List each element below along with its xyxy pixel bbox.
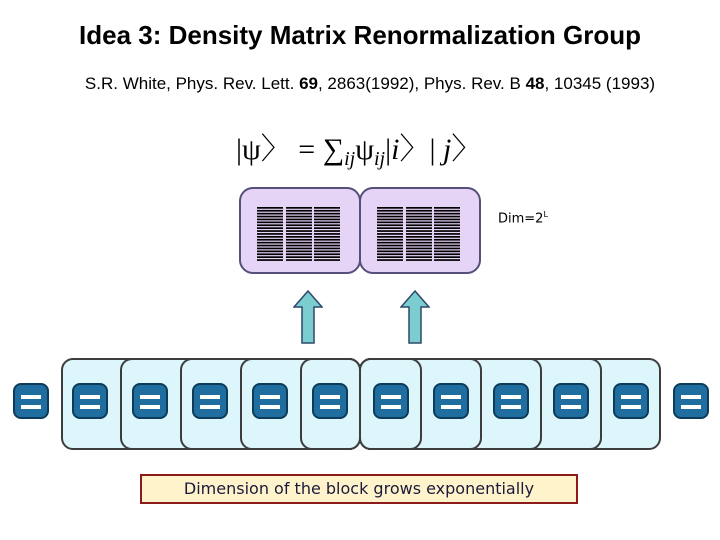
state-line	[257, 207, 283, 209]
state-line	[377, 233, 403, 235]
state-line	[406, 242, 432, 244]
system-block	[239, 187, 361, 274]
state-line	[406, 253, 432, 255]
state-line	[434, 256, 460, 258]
stacked-lines-icon	[241, 189, 359, 272]
state-line	[314, 216, 340, 218]
state-line	[314, 224, 340, 226]
state-line	[406, 230, 432, 232]
state-line	[434, 253, 460, 255]
state-line	[314, 245, 340, 247]
state-line	[314, 213, 340, 215]
state-line	[377, 236, 403, 238]
state-line	[434, 233, 460, 235]
state-line	[434, 251, 460, 253]
state-line	[377, 207, 403, 209]
citation-volume-1: 69	[299, 74, 318, 93]
formula-ket-open: |	[385, 133, 392, 166]
state-line	[377, 253, 403, 255]
state-line	[377, 210, 403, 212]
state-line	[286, 207, 312, 209]
slide-title: Idea 3: Density Matrix Renormalization Group	[79, 20, 641, 50]
state-line	[406, 251, 432, 253]
state-line	[434, 207, 460, 209]
environment-block	[359, 187, 481, 274]
state-line	[286, 251, 312, 253]
state-line	[406, 213, 432, 215]
state-line	[257, 216, 283, 218]
spin-site-icon	[613, 383, 649, 419]
state-line	[257, 227, 283, 229]
formula-psi: ψ	[355, 133, 374, 166]
dimension-base: Dim=2	[498, 211, 544, 227]
stacked-lines-icon	[361, 189, 479, 272]
state-line	[434, 210, 460, 212]
formula-j: j	[443, 133, 452, 166]
state-line	[257, 236, 283, 238]
dimension-label	[498, 210, 548, 226]
state-line	[406, 259, 432, 261]
formula-ket-close: 〉	[451, 133, 482, 166]
state-line	[377, 239, 403, 241]
state-line	[377, 224, 403, 226]
state-line	[286, 224, 312, 226]
state-line	[257, 242, 283, 244]
state-line	[314, 227, 340, 229]
state-line	[406, 216, 432, 218]
spin-site-icon	[132, 383, 168, 419]
state-line	[257, 245, 283, 247]
state-line	[434, 259, 460, 261]
state-line	[377, 230, 403, 232]
dimension-exponent: L	[543, 210, 548, 219]
state-line	[286, 230, 312, 232]
state-line	[286, 233, 312, 235]
state-line	[406, 210, 432, 212]
up-arrow-icon	[293, 290, 323, 344]
formula-sum-index: ij	[344, 148, 356, 170]
caption-box: Dimension of the block grows exponentially	[140, 474, 578, 504]
state-line	[434, 224, 460, 226]
state-line	[314, 248, 340, 250]
spin-site-icon	[493, 383, 529, 419]
state-line	[377, 259, 403, 261]
spin-site-icon	[13, 383, 49, 419]
state-line	[434, 242, 460, 244]
state-line	[406, 245, 432, 247]
state-line	[286, 259, 312, 261]
state-line	[314, 253, 340, 255]
state-line	[257, 256, 283, 258]
state-line	[314, 239, 340, 241]
state-line	[434, 222, 460, 224]
citation-prefix: S.R. White, Phys. Rev. Lett.	[84, 74, 300, 93]
state-line	[286, 219, 312, 221]
state-line	[314, 242, 340, 244]
wavefunction-formula	[236, 124, 481, 171]
state-line	[406, 256, 432, 258]
state-line	[314, 233, 340, 235]
state-line	[377, 213, 403, 215]
state-line	[314, 222, 340, 224]
state-line	[434, 216, 460, 218]
state-line	[406, 207, 432, 209]
state-line	[286, 210, 312, 212]
state-line	[286, 236, 312, 238]
state-line	[314, 259, 340, 261]
formula-i: i	[391, 133, 400, 166]
state-line	[406, 239, 432, 241]
state-line	[286, 242, 312, 244]
up-arrow-icon	[400, 290, 430, 344]
spin-site-icon	[252, 383, 288, 419]
state-line	[434, 236, 460, 238]
spin-site-icon	[192, 383, 228, 419]
state-line	[377, 227, 403, 229]
state-line	[257, 259, 283, 261]
state-line	[314, 219, 340, 221]
citation-volume-2: 48	[525, 74, 545, 93]
state-line	[286, 256, 312, 258]
state-line	[286, 216, 312, 218]
state-line	[377, 222, 403, 224]
state-line	[314, 210, 340, 212]
state-line	[377, 251, 403, 253]
spin-site-icon	[72, 383, 108, 419]
state-line	[406, 236, 432, 238]
state-line	[286, 248, 312, 250]
state-line	[377, 216, 403, 218]
state-line	[377, 256, 403, 258]
citation-middle: , 2863(1992), Phys. Rev. B	[317, 74, 526, 93]
spin-site-icon	[312, 383, 348, 419]
state-line	[314, 207, 340, 209]
state-line	[406, 222, 432, 224]
state-line	[257, 222, 283, 224]
state-line	[257, 251, 283, 253]
citation-suffix: , 10345 (1993)	[544, 74, 656, 93]
state-line	[434, 248, 460, 250]
state-line	[257, 230, 283, 232]
state-line	[434, 230, 460, 232]
state-line	[286, 213, 312, 215]
state-line	[406, 219, 432, 221]
state-line	[406, 227, 432, 229]
formula-psi-index: ij	[374, 148, 386, 170]
state-line	[257, 248, 283, 250]
state-line	[314, 256, 340, 258]
state-line	[257, 253, 283, 255]
state-line	[257, 213, 283, 215]
state-line	[286, 253, 312, 255]
state-line	[434, 219, 460, 221]
state-line	[406, 233, 432, 235]
formula-lhs: |ψ〉 = ∑	[236, 133, 345, 166]
state-line	[377, 245, 403, 247]
state-line	[434, 227, 460, 229]
state-line	[406, 248, 432, 250]
state-line	[257, 233, 283, 235]
citation	[0, 74, 720, 94]
spin-site-icon	[433, 383, 469, 419]
spin-site-icon	[553, 383, 589, 419]
formula-ket-mid: 〉|	[399, 133, 443, 166]
state-line	[257, 224, 283, 226]
state-line	[286, 239, 312, 241]
state-line	[257, 219, 283, 221]
state-line	[286, 222, 312, 224]
state-line	[377, 242, 403, 244]
state-line	[314, 230, 340, 232]
state-line	[286, 227, 312, 229]
state-line	[434, 213, 460, 215]
state-line	[406, 224, 432, 226]
state-line	[434, 245, 460, 247]
state-line	[434, 239, 460, 241]
state-line	[377, 219, 403, 221]
state-line	[257, 210, 283, 212]
spin-site-icon	[673, 383, 709, 419]
state-line	[377, 248, 403, 250]
state-line	[314, 236, 340, 238]
state-line	[314, 251, 340, 253]
spin-site-icon	[373, 383, 409, 419]
state-line	[286, 245, 312, 247]
state-line	[257, 239, 283, 241]
